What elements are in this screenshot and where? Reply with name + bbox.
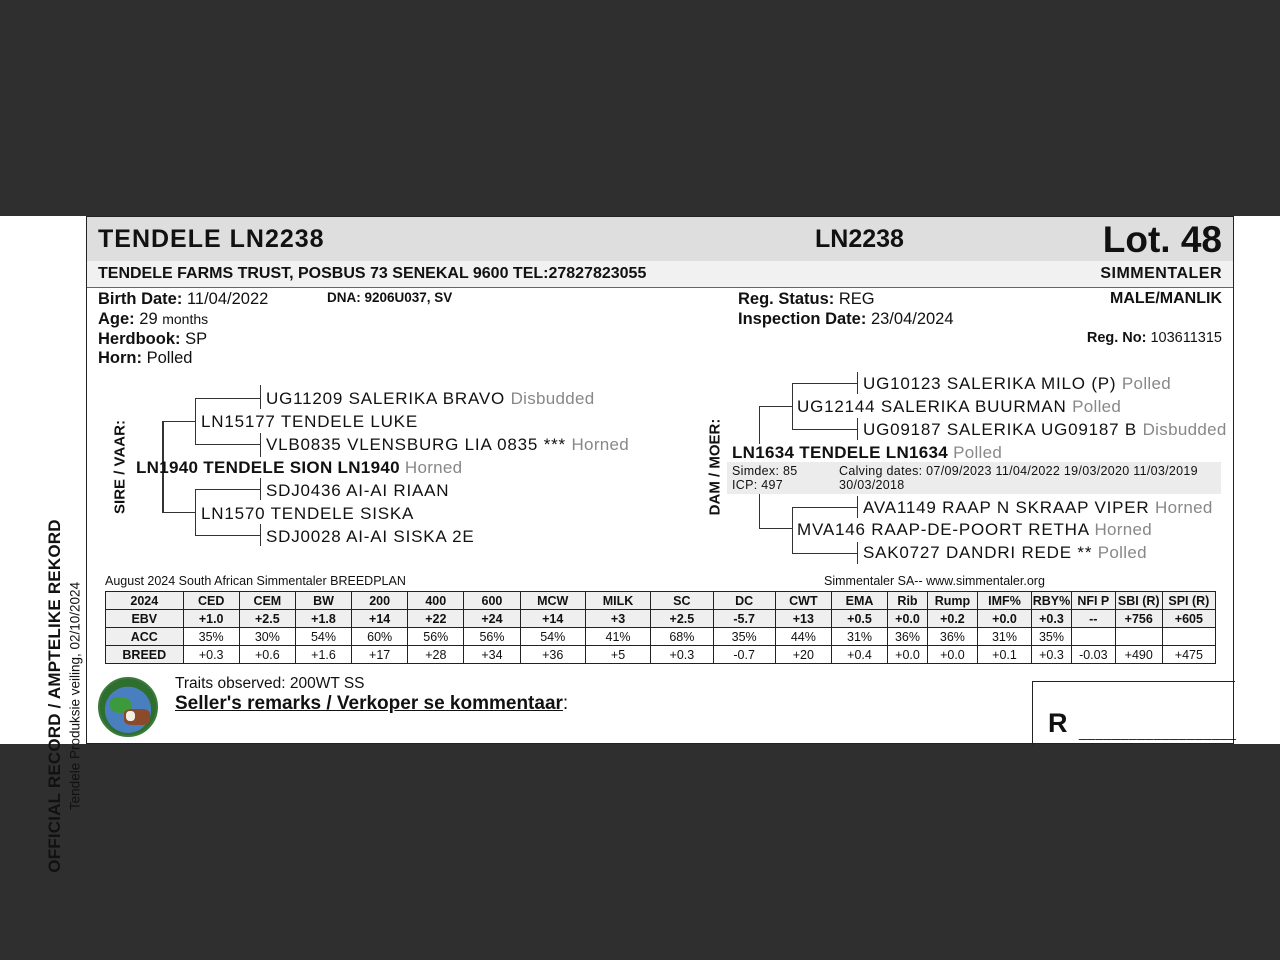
- breedplan-cell: 36%: [927, 628, 977, 646]
- breedplan-row-label: EBV: [106, 610, 184, 628]
- animal-name: TENDELE LN2238: [98, 225, 325, 253]
- breedplan-cell: [1115, 628, 1162, 646]
- traits-observed: Traits observed: 200WT SS: [175, 675, 365, 692]
- breedplan-cell: +17: [352, 646, 408, 664]
- sire-sire: LN15177 TENDELE LUKE: [201, 412, 418, 431]
- breedplan-cell: +0.0: [888, 610, 928, 628]
- official-record-label: OFFICIAL RECORD / AMPTELIKE REKORD: [45, 519, 64, 873]
- dam-bracket-top: [759, 406, 793, 407]
- sire-sire-sire: UG11209 SALERIKA BRAVO Disbudded: [266, 389, 595, 408]
- sd-bracket-top: [195, 489, 261, 490]
- breedplan-header-cell: IMF%: [977, 592, 1031, 610]
- breedplan-cell: -0.7: [713, 646, 775, 664]
- breedplan-cell: 60%: [352, 628, 408, 646]
- breedplan-cell: +0.3: [651, 646, 713, 664]
- breedplan-header-cell: Rump: [927, 592, 977, 610]
- breedplan-cell: 56%: [464, 628, 520, 646]
- breedplan-row-label: ACC: [106, 628, 184, 646]
- birth-date: Birth Date: 11/04/2022: [98, 290, 269, 308]
- breedplan-cell: 54%: [520, 628, 585, 646]
- breedplan-header-cell: 600: [464, 592, 520, 610]
- horn-status: Horn: Polled: [98, 349, 193, 367]
- breedplan-cell: +14: [520, 610, 585, 628]
- sex-label: MALE/MANLIK: [1110, 290, 1222, 307]
- auction-label: Tendele Produksie veiling, 02/10/2024: [67, 581, 83, 811]
- dna-info: DNA: 9206U037, SV: [327, 290, 453, 305]
- breedplan-cell: 36%: [888, 628, 928, 646]
- breedplan-header-cell: SBI (R): [1115, 592, 1162, 610]
- dam-calving-dates: Calving dates: 07/09/2023 11/04/2022 19/03/2020 11/03/2019 30/03/2018: [839, 464, 1198, 492]
- breedplan-cell: [1162, 628, 1215, 646]
- dam-sire-sire: UG10123 SALERIKA MILO (P) Polled: [863, 374, 1171, 393]
- dd-bracket: [792, 507, 793, 553]
- breedplan-header-cell: SC: [651, 592, 713, 610]
- price-box: [1032, 681, 1235, 745]
- sdd-tick: [260, 524, 261, 546]
- sire-bracket-top: [162, 421, 196, 422]
- herdbook: Herdbook: SP: [98, 330, 208, 348]
- ds-bracket-bottom: [792, 429, 858, 430]
- breedplan-header-cell: 400: [408, 592, 464, 610]
- breedplan-cell: +490: [1115, 646, 1162, 664]
- dam-sire-dam: UG09187 SALERIKA UG09187 B Disbudded: [863, 420, 1227, 439]
- breedplan-cell: +2.5: [651, 610, 713, 628]
- owner-info: TENDELE FARMS TRUST, POSBUS 73 SENEKAL 9600 TEL:27827823055: [98, 265, 647, 282]
- breedplan-cell: +0.3: [183, 646, 239, 664]
- age: Age: 29 months: [98, 310, 209, 328]
- breed-label: SIMMENTALER: [1100, 265, 1222, 282]
- breedplan-header-cell: Rib: [888, 592, 928, 610]
- breedplan-header-cell: CEM: [239, 592, 295, 610]
- breedplan-header-cell: RBY%: [1032, 593, 1071, 608]
- breedplan-header-cell: 200: [352, 592, 408, 610]
- sire-label: SIRE / VAAR:: [111, 420, 129, 514]
- dam-bracket-bottom-stem: [759, 493, 760, 529]
- lot-number: Lot. 48: [1102, 219, 1222, 260]
- dss-tick: [857, 372, 858, 394]
- inspection-date: Inspection Date: 23/04/2024: [738, 310, 954, 328]
- owner-bar: [87, 261, 1233, 288]
- breedplan-cell: +756: [1115, 610, 1162, 628]
- sire-bracket-bottom: [162, 512, 196, 513]
- breedplan-cell: +3: [585, 610, 650, 628]
- breedplan-cell: +0.0: [977, 610, 1031, 628]
- breedplan-cell: +605: [1162, 610, 1215, 628]
- ss-bracket: [195, 398, 196, 444]
- breedplan-header-cell: MILK: [585, 592, 650, 610]
- breedplan-row-label: BREED: [106, 646, 184, 664]
- breedplan-header-cell: CED: [183, 592, 239, 610]
- ssd-tick: [260, 433, 261, 457]
- breedplan-header-cell: MCW: [520, 592, 585, 610]
- breedplan-cell: +0.5: [831, 610, 887, 628]
- dds-tick: [857, 496, 858, 518]
- breedplan-cell: +0.4: [831, 646, 887, 664]
- sire-dam-dam: SDJ0028 AI-AI SISKA 2E: [266, 527, 475, 546]
- breedplan-cell: +24: [464, 610, 520, 628]
- sire-sire-dam: VLB0835 VLENSBURG LIA 0835 *** Horned: [266, 435, 630, 454]
- breedplan-cell: +20: [775, 646, 831, 664]
- breedplan-row: [106, 646, 1216, 664]
- dd-bracket-bottom: [792, 553, 858, 554]
- breedplan-cell: +475: [1162, 646, 1215, 664]
- sd-bracket-bottom: [195, 535, 261, 536]
- side-text: [0, 216, 86, 873]
- breedplan-cell: +5: [585, 646, 650, 664]
- breedplan-header-cell: NFI P: [1071, 592, 1115, 610]
- reg-status: Reg. Status: REG: [738, 290, 875, 308]
- breedplan-cell: +0.0: [888, 646, 928, 664]
- sds-tick: [260, 478, 261, 500]
- sire-dam-sire: SDJ0436 AI-AI RIAAN: [266, 481, 450, 500]
- breedplan-cell: 35%: [183, 628, 239, 646]
- ss-bracket-top: [195, 398, 261, 399]
- breedplan-cell: 30%: [239, 628, 295, 646]
- breedplan-cell: +0.2: [927, 610, 977, 628]
- animal-id: LN2238: [815, 225, 904, 253]
- breedplan-cell: +22: [408, 610, 464, 628]
- ddd-tick: [857, 542, 858, 564]
- dam-sire: UG12144 SALERIKA BUURMAN Polled: [797, 397, 1122, 416]
- lot-card: [86, 216, 1237, 744]
- ds-bracket: [792, 383, 793, 429]
- dam-dam: MVA146 RAAP-DE-POORT RETHA Horned: [797, 520, 1153, 539]
- dam-dam-dam: SAK0727 DANDRI REDE ** Polled: [863, 543, 1147, 562]
- breedplan-cell: 68%: [651, 628, 713, 646]
- seller-remarks: Seller's remarks / Verkoper se kommentaar:: [175, 693, 569, 714]
- dam-bracket-bottom: [759, 528, 793, 529]
- ds-bracket-top: [792, 383, 858, 384]
- breedplan-cell: +1.6: [295, 646, 351, 664]
- ss-bracket-bottom: [195, 444, 261, 445]
- breedplan-cell: +0.3: [1032, 646, 1072, 664]
- reg-number: Reg. No: 103611315: [1086, 330, 1222, 346]
- breedplan-table: [105, 591, 1216, 664]
- price-label: R: [1048, 708, 1068, 738]
- dsd-tick: [857, 418, 858, 440]
- breedplan-cell: 56%: [408, 628, 464, 646]
- breedplan-cell: 35%: [713, 628, 775, 646]
- simmentaler-globe-logo-icon: [98, 677, 158, 737]
- breedplan-cell: 35%: [1032, 628, 1072, 646]
- breedplan-row: [106, 628, 1216, 646]
- breedplan-cell: 31%: [831, 628, 887, 646]
- breedplan-cell: 44%: [775, 628, 831, 646]
- sd-bracket: [195, 489, 196, 535]
- breedplan-cell: +0.0: [927, 646, 977, 664]
- dam-icp: ICP: 497: [732, 478, 784, 492]
- breedplan-cell: 41%: [585, 628, 650, 646]
- breedplan-cell: +0.1: [977, 646, 1031, 664]
- breedplan-cell: +2.5: [239, 610, 295, 628]
- price-line: ___________________: [1079, 724, 1237, 740]
- breedplan-cell: +13: [775, 610, 831, 628]
- breedplan-cell: 31%: [977, 628, 1031, 646]
- breedplan-header-cell: DC: [713, 592, 775, 610]
- dam-name: LN1634 TENDELE LN1634 Polled: [732, 443, 1003, 462]
- breedplan-cell: 54%: [295, 628, 351, 646]
- breedplan-cell: +0.3: [1032, 610, 1072, 628]
- breedplan-header-cell: BW: [295, 592, 351, 610]
- dam-bracket-top-stem: [759, 406, 760, 444]
- breedplan-caption: August 2024 South African Simmentaler BREEDPLAN: [105, 574, 406, 588]
- breedplan-row: [106, 610, 1216, 628]
- title-bar: [87, 217, 1233, 262]
- dam-label: DAM / MOER:: [706, 418, 724, 516]
- breedplan-header-cell: SPI (R): [1162, 592, 1215, 610]
- sire-dam: LN1570 TENDELE SISKA: [201, 504, 415, 523]
- breedplan-cell: [1071, 628, 1115, 646]
- breedplan-cell: +1.0: [183, 610, 239, 628]
- breedplan-cell: --: [1071, 610, 1115, 628]
- breedplan-header-cell: 2024: [106, 592, 184, 610]
- sss-tick: [260, 385, 261, 409]
- breedplan-cell: -5.7: [713, 610, 775, 628]
- breedplan-cell: -0.03: [1071, 646, 1115, 664]
- dam-simdex: Simdex: 85: [732, 464, 798, 478]
- dd-bracket-top: [792, 507, 858, 508]
- breedplan-cell: +36: [520, 646, 585, 664]
- breedplan-cell: +0.6: [239, 646, 295, 664]
- breedplan-cell: +14: [352, 610, 408, 628]
- breedplan-cell: +28: [408, 646, 464, 664]
- breedplan-cell: +1.8: [295, 610, 351, 628]
- breedplan-header-cell: CWT: [775, 592, 831, 610]
- breedplan-header-cell: EMA: [831, 592, 887, 610]
- dam-performance-box: [727, 462, 1221, 494]
- sire-name: LN1940 TENDELE SION LN1940 Horned: [136, 458, 463, 477]
- dam-dam-sire: AVA1149 RAAP N SKRAAP VIPER Horned: [863, 498, 1213, 517]
- breedplan-cell: +34: [464, 646, 520, 664]
- breedplan-website: Simmentaler SA-- www.simmentaler.org: [824, 574, 1045, 588]
- breedplan-header-row: [106, 592, 1216, 610]
